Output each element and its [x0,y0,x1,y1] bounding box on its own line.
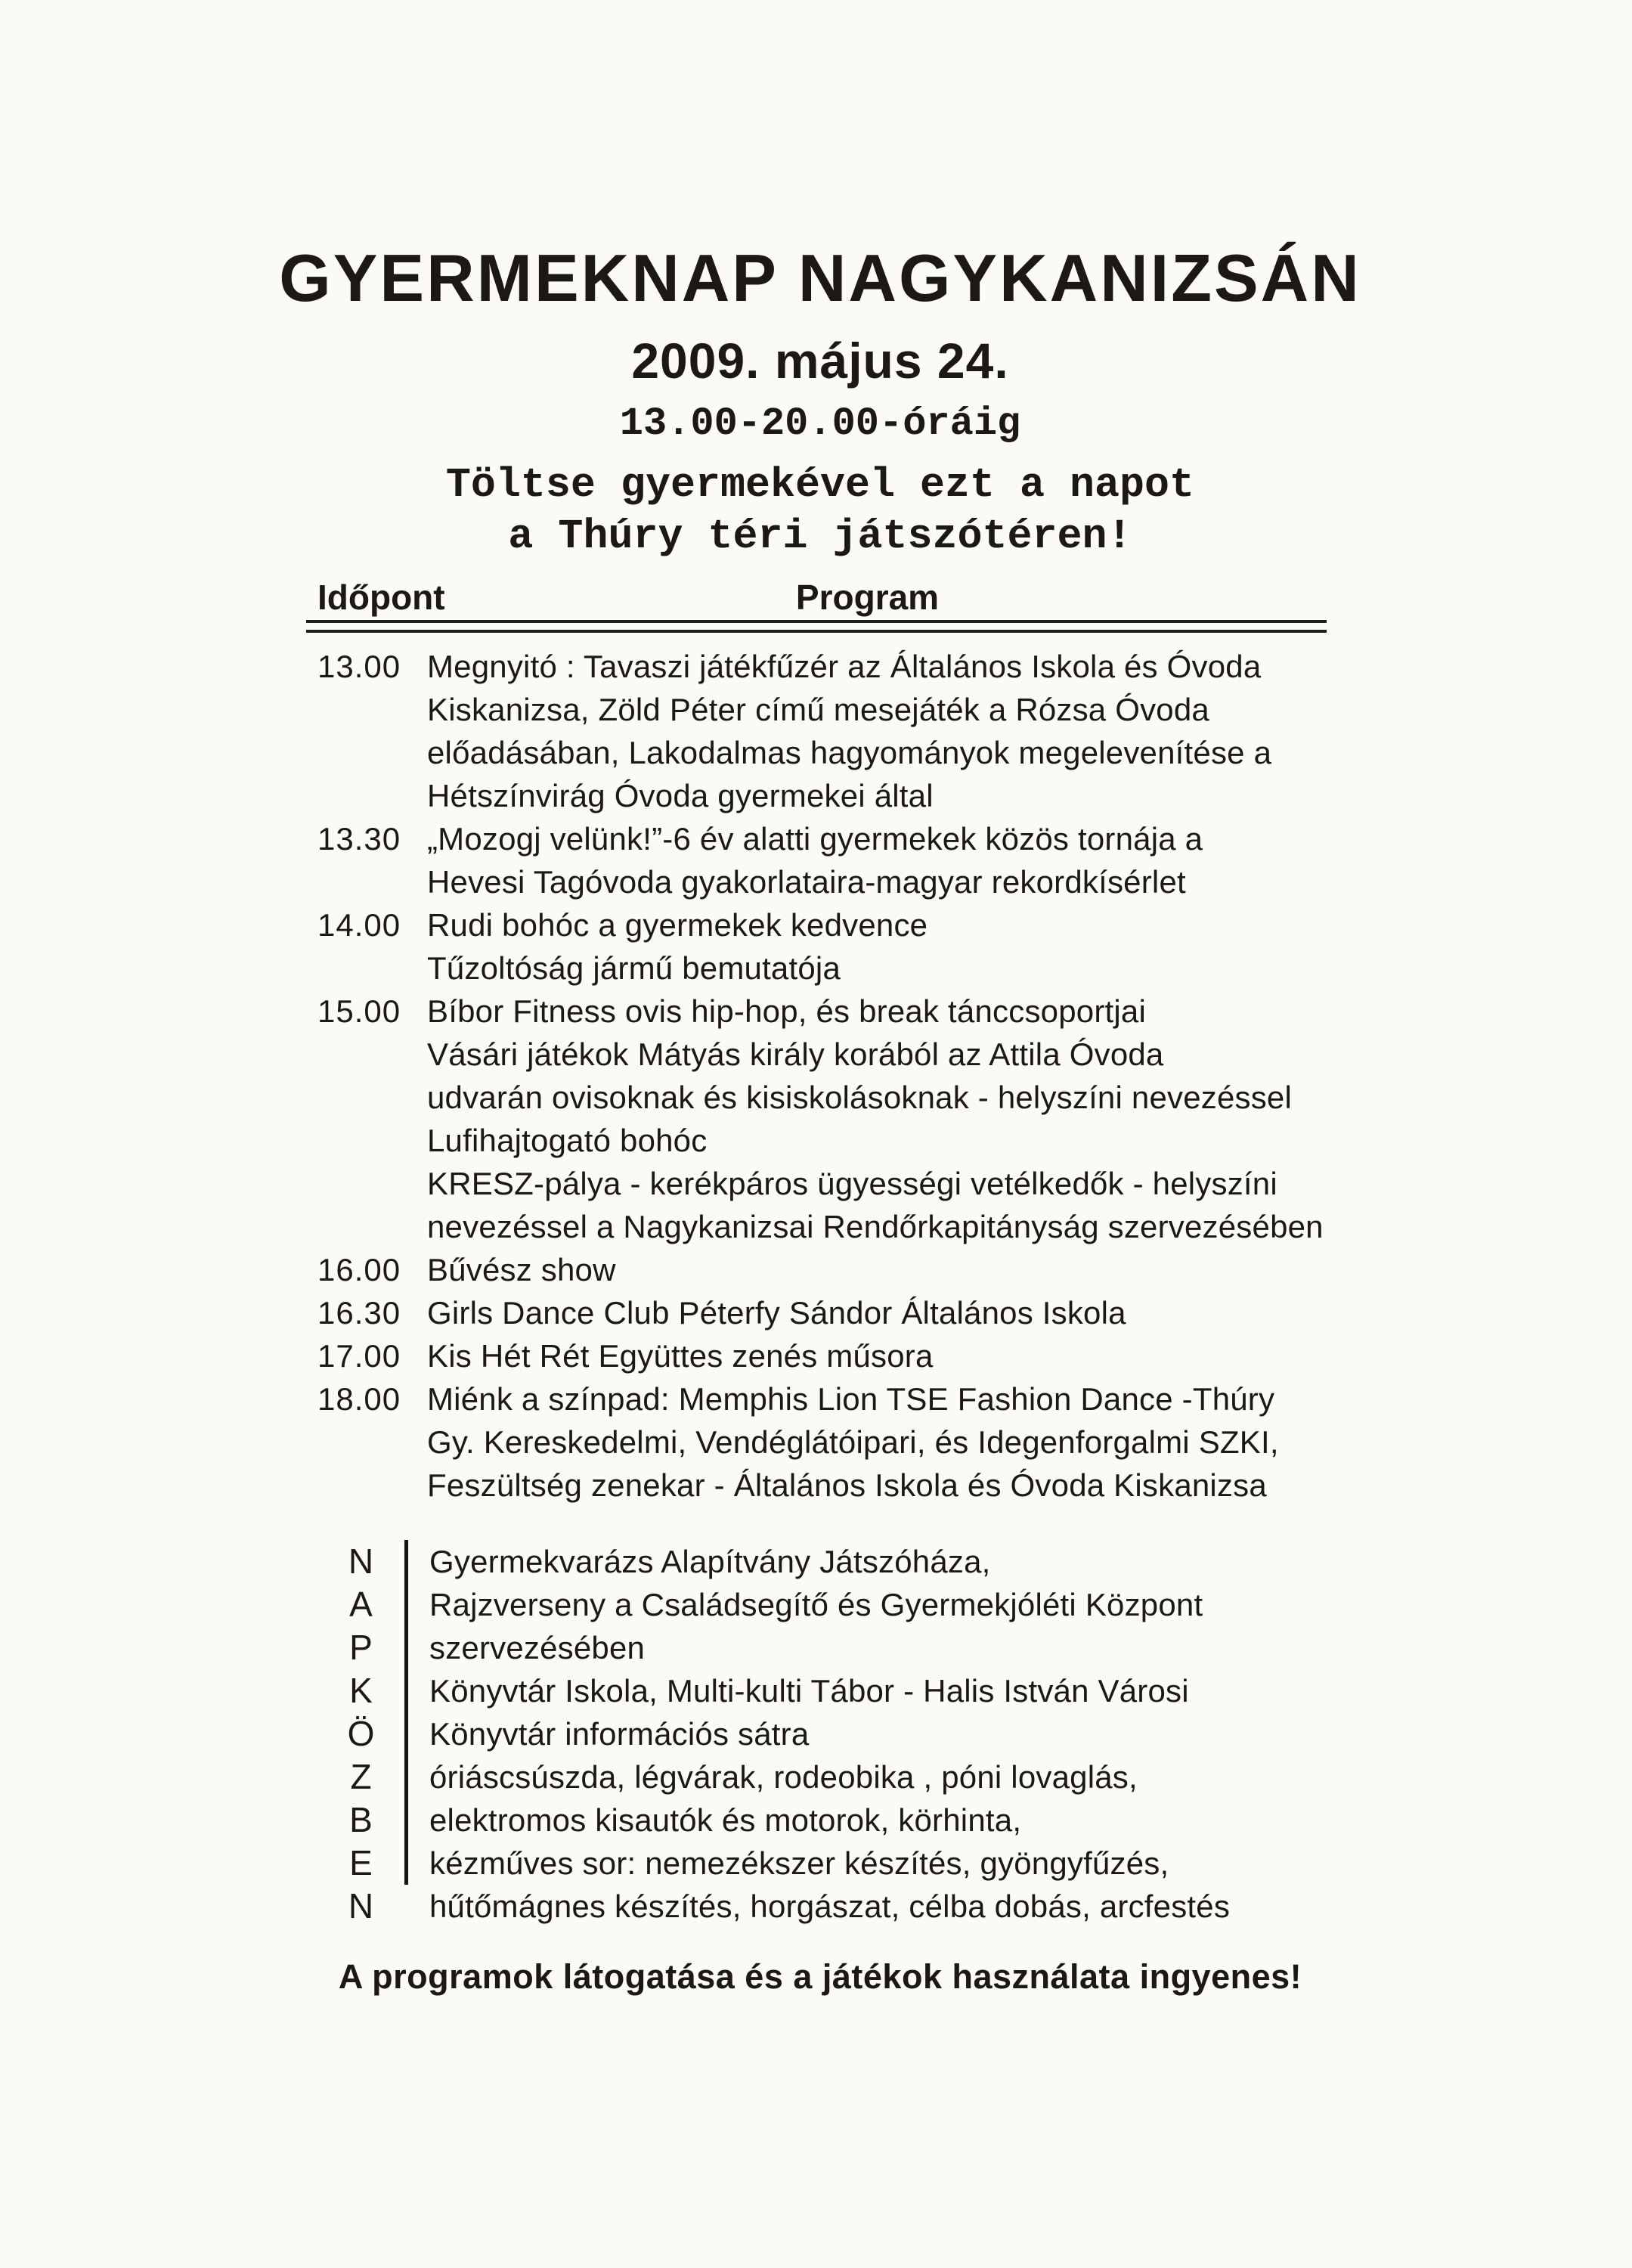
schedule-row [276,903,1364,990]
napkozben-letter: P [349,1628,373,1667]
schedule-program-line: nevezéssel a Nagykanizsai Rendőrkapitányság szervezésében [427,1209,1324,1244]
napkozben-row [276,1712,1364,1755]
napkozben-text: kézműves sor: nemezékszer készítés, gyöngyfűzés, [404,1842,1364,1885]
schedule-program-line: Rudi bohóc a gyermekek kedvence [427,907,928,943]
event-time-range: 13.00-20.00-óráig [619,401,1021,446]
schedule-program-line: Megnyitó : Tavaszi játékfűzér az Általános Iskola és Óvoda [427,649,1262,684]
napkozben-letter: E [349,1843,373,1882]
napkozben-letter: Z [350,1757,372,1796]
schedule-row [276,1377,1364,1507]
schedule-program [427,645,1364,817]
schedule-program-line: Lufihajtogató bohóc [427,1123,708,1158]
schedule-program [427,990,1364,1248]
border-illustration-top [82,23,1555,213]
napkozben-letter: N [348,1541,374,1581]
schedule-row [276,1334,1364,1377]
napkozben-row [276,1540,1364,1583]
schedule-program-line: „Mozogj velünk!”-6 év alatti gyermekek közös tornája a [427,821,1203,857]
schedule-row [276,645,1364,817]
schedule-header-time: Időpont [317,578,445,617]
napkozben-text: Könyvtár információs sátra [404,1712,1364,1755]
napkozben-row [276,1755,1364,1799]
napkozben-text: szervezésében [404,1626,1364,1669]
schedule-program-line: Miénk a színpad: Memphis Lion TSE Fashion Dance -Thúry [427,1381,1275,1417]
schedule-program [427,817,1364,903]
event-date: 2009. május 24. [631,333,1009,389]
schedule-program-line: Bűvész show [427,1252,616,1287]
schedule-program [427,903,1364,990]
schedule-program-line: Vásári játékok Mátyás király korából az Attila Óvoda [427,1036,1164,1072]
napkozben-text: Gyermekvarázs Alapítvány Játszóháza, [404,1540,1364,1583]
napkozben-row [276,1842,1364,1885]
schedule-program-line: előadásában, Lakodalmas hagyományok megelevenítése a [427,735,1272,770]
footer-note: A programok látogatása és a játékok használata ingyenes! [338,1957,1302,1996]
napkozben-letter: A [349,1585,373,1624]
schedule-time: 14.00 [317,907,401,943]
napkozben-rows [276,1540,1364,1928]
schedule-row [276,1291,1364,1334]
napkozben-row [276,1669,1364,1712]
schedule-row [276,990,1364,1248]
schedule-program-line: Kis Hét Rét Együttes zenés műsora [427,1338,934,1374]
schedule-time: 16.00 [317,1252,401,1287]
napkozben-letter: B [349,1800,373,1839]
invite-line-2: a Thúry téri játszótéren! [508,513,1132,560]
schedule-time: 17.00 [317,1338,401,1374]
poster-content [276,242,1364,1999]
schedule-row [276,817,1364,903]
schedule-header-divider [306,620,1327,633]
schedule-time: 18.00 [317,1381,401,1417]
page-title: GYERMEKNAP NAGYKANIZSÁN [279,240,1361,315]
schedule-time: 16.30 [317,1295,401,1331]
schedule-program [427,1334,1364,1377]
schedule-program-line: Tűzoltóság jármű bemutatója [427,950,841,986]
schedule-program [427,1291,1364,1334]
napkozben-row [276,1885,1364,1928]
invite-line-1: Töltse gyermekével ezt a napot [445,461,1195,509]
schedule-time: 13.30 [317,821,401,857]
schedule-program-line: Feszültség zenekar - Általános Iskola és Óvoda Kiskanizsa [427,1467,1267,1503]
schedule-program [427,1377,1364,1507]
border-illustration-left [82,213,272,2017]
schedule-header-program: Program [795,578,940,617]
napkozben-letter: K [349,1671,373,1710]
schedule-program-line: Bíbor Fitness ovis hip-hop, és break tánccsoportjai [427,993,1146,1029]
schedule-rows [276,645,1364,1507]
schedule-program-line: udvarán ovisoknak és kisiskolásoknak - helyszíni nevezéssel [427,1080,1293,1115]
schedule-program-line: Girls Dance Club Péterfy Sándor Általános Iskola [427,1295,1126,1331]
schedule-program-line: Hétszínvirág Óvoda gyermekei által [427,778,934,813]
border-illustration-bottom [82,2017,1555,2208]
schedule-time: 13.00 [317,649,401,684]
border-illustration-right [1364,213,1555,2017]
napkozben-row [276,1799,1364,1842]
schedule-time: 15.00 [317,993,401,1029]
napkozben-text: elektromos kisautók és motorok, körhinta, [404,1799,1364,1842]
napkozben-text: hűtőmágnes készítés, horgászat, célba dobás, arcfestés [429,1888,1231,1924]
schedule-program-line: Kiskanizsa, Zöld Péter című mesejáték a Rózsa Óvoda [427,692,1209,727]
napkozben-text: Rajzverseny a Családsegítő és Gyermekjóléti Központ [404,1583,1364,1626]
napkozben-letter: Ö [347,1714,375,1753]
schedule-header [306,578,1327,617]
schedule-program-line: Gy. Kereskedelmi, Vendéglátóipari, és Idegenforgalmi SZKI, [427,1424,1279,1460]
schedule-row [276,1248,1364,1291]
napkozben-row [276,1626,1364,1669]
napkozben-letter: N [348,1886,374,1926]
napkozben-row [276,1583,1364,1626]
schedule-program [427,1248,1364,1291]
schedule-program-line: KRESZ-pálya - kerékpáros ügyességi vetélkedők - helyszíni [427,1166,1277,1201]
napkozben-text: Könyvtár Iskola, Multi-kulti Tábor - Halis István Városi [404,1669,1364,1712]
schedule-program-line: Hevesi Tagóvoda gyakorlataira-magyar rekordkísérlet [427,864,1186,900]
napkozben-text: óriáscsúszda, légvárak, rodeobika , póni lovaglás, [404,1755,1364,1799]
